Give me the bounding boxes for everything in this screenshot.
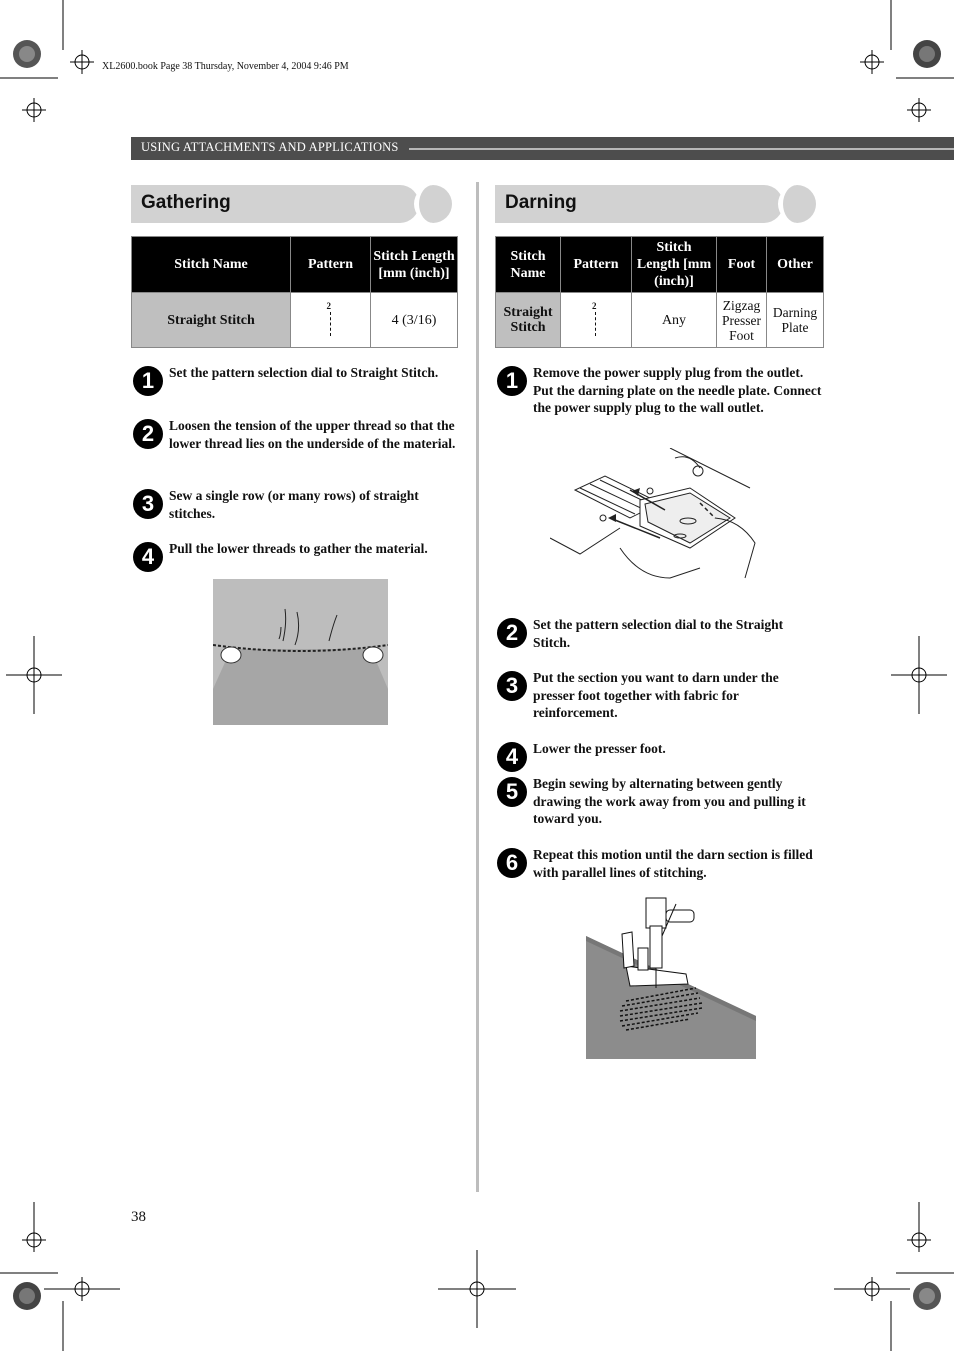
page-number: 38 bbox=[131, 1209, 146, 1225]
darning-plate-illustration bbox=[550, 448, 760, 588]
step-text: Set the pattern selection dial to the Straight Stitch. bbox=[533, 617, 784, 650]
gathering-step-3 bbox=[133, 487, 458, 522]
cell-stitch-length: 4 (3/16) bbox=[371, 293, 458, 348]
step-number: 3 bbox=[497, 671, 527, 701]
cell-foot: Zigzag Presser Foot bbox=[717, 293, 767, 348]
header-pattern: Pattern bbox=[561, 237, 632, 293]
step-number: 1 bbox=[497, 366, 527, 396]
cell-stitch-name: Straight Stitch bbox=[496, 293, 561, 348]
darning-stitching-illustration bbox=[586, 896, 756, 1059]
header-stitch-name: Stitch Name bbox=[132, 237, 291, 293]
darning-title: Darning bbox=[505, 192, 577, 213]
step-text: Set the pattern selection dial to Straight Stitch. bbox=[169, 365, 439, 380]
header-pattern: Pattern bbox=[291, 237, 371, 293]
gathering-step-4 bbox=[133, 540, 458, 572]
header-stitch-length: Stitch Length [mm (inch)] bbox=[371, 237, 458, 293]
cell-other: Darning Plate bbox=[767, 293, 824, 348]
straight-stitch-pattern-icon: 2 bbox=[325, 299, 337, 337]
step-text: Sew a single row (or many rows) of straight stitches. bbox=[169, 488, 419, 521]
section-rule bbox=[409, 148, 954, 150]
darning-step-2 bbox=[497, 616, 822, 651]
header-foot: Foot bbox=[717, 237, 767, 293]
darning-step-3 bbox=[497, 669, 822, 722]
step-number: 1 bbox=[133, 366, 163, 396]
gathering-title: Gathering bbox=[141, 192, 231, 213]
gathering-step-1 bbox=[133, 364, 458, 396]
column-divider bbox=[476, 182, 479, 1192]
step-number: 3 bbox=[133, 489, 163, 519]
title-cap bbox=[778, 185, 816, 223]
step-text: Remove the power supply plug from the outlet. Put the darning plate on the needle plate. Connect the power supply plug to the wall outlet. bbox=[533, 365, 822, 415]
gathering-stitch-table bbox=[131, 236, 458, 348]
header-stitch-name: Stitch Name bbox=[496, 237, 561, 293]
header-stitch-length: Stitch Length [mm (inch)] bbox=[632, 237, 717, 293]
section-header-bar bbox=[131, 137, 954, 160]
darning-step-5 bbox=[497, 775, 822, 828]
gathering-title-bar bbox=[131, 185, 419, 223]
step-text: Loosen the tension of the upper thread so that the lower thread lies on the underside of the material. bbox=[169, 418, 456, 451]
darning-step-6 bbox=[497, 846, 822, 881]
section-label: USING ATTACHMENTS AND APPLICATIONS bbox=[141, 140, 399, 154]
cell-pattern bbox=[561, 293, 632, 348]
cell-stitch-name: Straight Stitch bbox=[132, 293, 291, 348]
step-text: Begin sewing by alternating between gently drawing the work away from you and pulling it toward you. bbox=[533, 776, 806, 826]
darning-title-bar bbox=[495, 185, 783, 223]
step-text: Put the section you want to darn under the presser foot together with fabric for reinforcement. bbox=[533, 670, 779, 720]
gathering-illustration bbox=[213, 579, 388, 725]
straight-stitch-pattern-icon: 2 bbox=[590, 299, 602, 337]
header-other: Other bbox=[767, 237, 824, 293]
darning-step-1 bbox=[497, 364, 822, 417]
gathering-step-2 bbox=[133, 417, 458, 452]
print-header: XL2600.book Page 38 Thursday, November 4, 2004 9:46 PM bbox=[102, 61, 349, 72]
step-number: 5 bbox=[497, 777, 527, 807]
step-number: 6 bbox=[497, 848, 527, 878]
step-text: Pull the lower threads to gather the material. bbox=[169, 541, 428, 556]
cell-stitch-length: Any bbox=[632, 293, 717, 348]
title-cap bbox=[414, 185, 452, 223]
step-text: Repeat this motion until the darn section is filled with parallel lines of stitching. bbox=[533, 847, 813, 880]
step-text: Lower the presser foot. bbox=[533, 741, 666, 756]
darning-stitch-table bbox=[495, 236, 824, 348]
step-number: 4 bbox=[133, 542, 163, 572]
darning-step-4 bbox=[497, 740, 822, 772]
cell-pattern bbox=[291, 293, 371, 348]
step-number: 2 bbox=[133, 419, 163, 449]
step-number: 4 bbox=[497, 742, 527, 772]
step-number: 2 bbox=[497, 618, 527, 648]
